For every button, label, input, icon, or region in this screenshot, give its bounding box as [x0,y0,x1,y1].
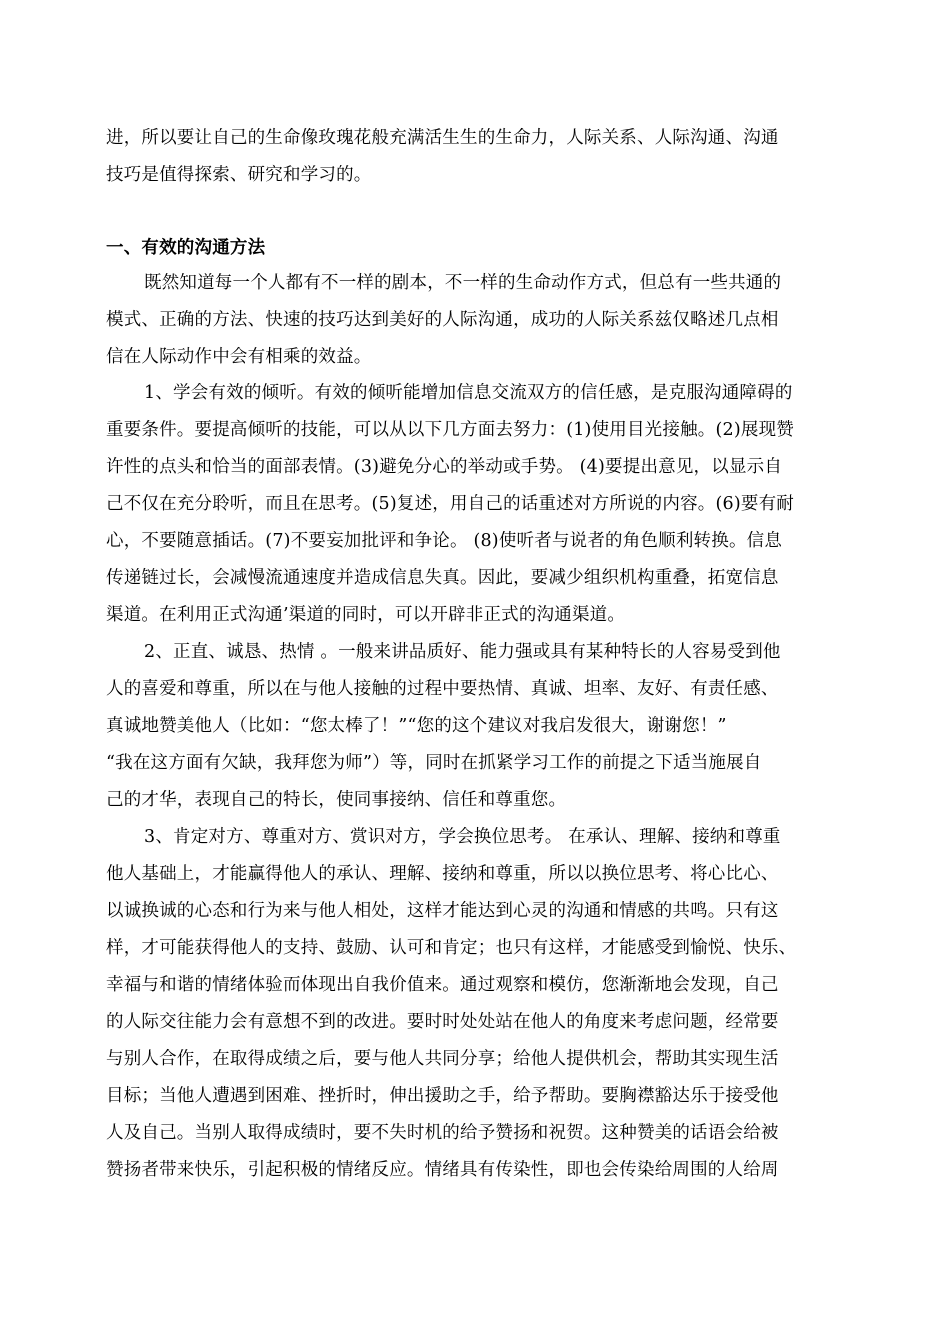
text-line: 模式、正确的方法、快速的技巧达到美好的人际沟通，成功的人际关系兹仅略述几点相 [106,310,779,330]
text-line: 既然知道每一个人都有不一样的剧本，不一样的生命动作方式，但总有一些共通的 [144,273,782,293]
text-line: 渠道。在利用正式沟通’渠道的同时，可以开辟非正式的沟通渠道。 [106,605,626,625]
text-line: 信在人际动作中会有相乘的效益。 [106,347,372,367]
text-line: 的人际交往能力会有意想不到的改进。要时时处处站在他人的角度来考虑问题，经常要 [106,1012,779,1032]
text-line: 技巧是值得探索、研究和学习的。 [106,165,372,185]
text-line: “我在这方面有欠缺，我拜您为师”）等，同时在抓紧学习工作的前提之下适当施展自 [106,753,762,773]
text-line: 他人基础上，才能赢得他人的承认、理解、接纳和尊重，所以以换位思考、将心比心、 [106,864,779,884]
section-heading: 一、有效的沟通方法 [106,238,266,258]
text-line: 1、学会有效的倾听。有效的倾听能增加信息交流双方的信任感，是克服沟通障碍的 [144,383,793,403]
text-line: 真诚地赞美他人（比如：“您太棒了！”“您的这个建议对我启发很大，谢谢您！” [106,716,727,736]
text-line: 心，不要随意插话。(7)不要妄加批评和争论。 (8)使听者与说者的角色顺利转换。信息 [106,531,783,551]
text-line: 与别人合作，在取得成绩之后，要与他人共同分享；给他人提供机会，帮助其实现生活 [106,1049,779,1069]
text-line: 人及自己。当别人取得成绩时，要不失时机的给予赞扬和祝贺。这种赞美的话语会给被 [106,1123,779,1143]
text-line: 己不仅在充分聆听，而且在思考。(5)复述，用自己的话重述对方所说的内容。(6)要有耐 [106,494,794,514]
text-line: 己的才华，表现自己的特长，使同事接纳、信任和尊重您。 [106,790,567,810]
text-line: 许性的点头和恰当的面部表情。(3)避免分心的举动或手势。 (4)要提出意见，以显示自 [106,457,783,477]
text-line: 幸福与和谐的情绪体验而体现出自我价值来。通过观察和模仿，您渐渐地会发现，自己 [106,975,779,995]
text-line: 2、正直、诚恳、热情 。一般来讲品质好、能力强或具有某种特长的人容易受到他 [144,642,781,662]
text-line: 人的喜爱和尊重，所以在与他人接触的过程中要热情、真诚、坦率、友好、有责任感、 [106,679,779,699]
text-line: 以诚换诚的心态和行为来与他人相处，这样才能达到心灵的沟通和情感的共鸣。只有这 [106,901,779,921]
text-line: 样，才可能获得他人的支持、鼓励、认可和肯定；也只有这样，才能感受到愉悦、快乐、 [106,938,797,958]
text-line: 传递链过长，会减慢流通速度并造成信息失真。因此，要减少组织机构重叠，拓宽信息 [106,568,779,588]
text-line: 3、肯定对方、尊重对方、赏识对方，学会换位思考。 在承认、理解、接纳和尊重 [144,827,781,847]
text-line: 目标；当他人遭遇到困难、挫折时，伸出援助之手，给予帮助。要胸襟豁达乐于接受他 [106,1086,779,1106]
text-line: 赞扬者带来快乐，引起积极的情绪反应。情绪具有传染性，即也会传染给周围的人给周 [106,1160,779,1180]
text-line: 重要条件。要提高倾听的技能，可以从以下几方面去努力：(1)使用目光接触。(2)展现赞 [106,420,794,440]
text-line: 进，所以要让自己的生命像玫瑰花般充满活生生的生命力，人际关系、人际沟通、沟通 [106,128,779,148]
